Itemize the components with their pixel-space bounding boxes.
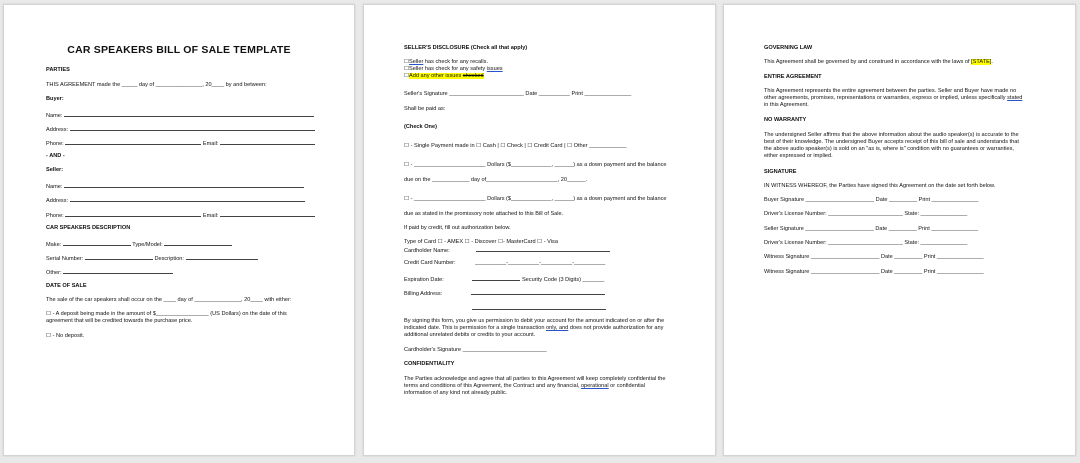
serial-row	[46, 254, 316, 263]
check-2-text: Seller has check for any safety	[409, 66, 487, 72]
buyer-name-label: Name:	[46, 113, 63, 119]
document-title: CAR SPEAKERS BILL OF SALE TEMPLATE	[67, 44, 291, 56]
card-type-row: Type of Card ☐ - AMEX ☐ - Discover ☐- MasterCard ☐ - Visa	[404, 239, 558, 245]
parties-heading: PARTIES	[46, 67, 70, 73]
confidentiality-text-1: The Parties acknowledge and agree that all parties to this Agreement will keep completely confidential the	[404, 376, 666, 382]
type-model-label: Type/Model:	[132, 242, 163, 248]
due-on-line: due on the ____________ day of_______________________, 20______.	[404, 177, 588, 183]
seller-address-label: Address:	[46, 198, 69, 204]
check-3-text: Add any other issues	[409, 73, 463, 79]
serial-line	[85, 254, 153, 260]
buyer-name-line	[64, 111, 314, 117]
no-warranty-heading: NO WARRANTY	[764, 117, 807, 123]
governing-text: This Agreement shall be governed by and construed in accordance with the laws of	[764, 59, 972, 65]
sale-line: The sale of the car speakers shall occur on the ____ day of _______________, 20____ with either:	[46, 297, 292, 303]
disclosure-heading: SELLER'S DISCLOSURE (Check all that apply)	[404, 45, 528, 51]
description-line	[186, 254, 258, 260]
seller-name-line	[64, 182, 304, 188]
confidentiality-heading: CONFIDENTIALITY	[404, 361, 455, 367]
check-1-text: has check for any recalls.	[423, 59, 488, 65]
description-heading: CAR SPEAKERS DESCRIPTION	[46, 225, 131, 231]
seller-struck-word: Seller	[409, 59, 424, 65]
and-separator: - AND -	[46, 153, 65, 159]
other-line	[63, 268, 173, 274]
auth-text-2a: indicated date. This is permission for a single transaction	[404, 325, 546, 331]
seller-email-label: Email:	[202, 213, 219, 219]
buyer-signature-line: Buyer Signature ______________________ Date _________ Print _______________	[764, 197, 979, 203]
warranty-text-2: best of their knowledge. The undersigned Buyer accepts receipt of this bill of sale and understands that	[764, 139, 1019, 145]
seller-signature-line: Seller Signature ______________________ Date _________ Print _______________	[764, 226, 978, 232]
serial-label: Serial Number:	[46, 256, 84, 262]
no-deposit-option: ☐ - No deposit.	[46, 333, 85, 339]
page-1	[3, 4, 355, 456]
credit-card-number-blank: __________-__________-__________-__________	[475, 260, 606, 266]
operational-word: operational	[580, 383, 609, 389]
billing-address-row-2	[404, 304, 673, 313]
checkbox-icon: ☐	[404, 73, 410, 79]
buyer-name-row	[46, 111, 316, 120]
authorization-text-3: additional unrelated debits or credits to your account.	[404, 332, 536, 338]
stated-word: stated	[1007, 95, 1023, 101]
buyer-phone-line	[65, 139, 201, 145]
buyer-heading: Buyer:	[46, 96, 64, 102]
entire-agreement-text-3: in this Agreement.	[764, 102, 809, 108]
buyer-address-label: Address:	[46, 127, 69, 133]
warranty-text-3: the above audio speaker(s) is sold on an "as is, where is" condition with no guarantees or warranties,	[764, 146, 1014, 152]
down-payment-option-1: ☐ - _______________________ Dollars ($_____________, ______) as a down payment and the balance	[404, 162, 667, 168]
entire-agreement-text-1: This Agreement represents the entire agreement between the parties. Seller and Buyer have made no	[764, 88, 1017, 94]
state-placeholder: [STATE]	[971, 59, 992, 65]
authorization-text-1: By signing this form, you give us permission to debit your account for the amount indicated on or after the	[404, 318, 665, 324]
warranty-text-4: either expressed or implied.	[764, 153, 833, 159]
governing-law-text	[764, 59, 1033, 66]
type-model-line	[164, 240, 232, 246]
checkbox-icon: ☐	[404, 66, 410, 72]
witness-signature-2: Witness Signature ______________________ Date _________ Print _______________	[764, 269, 984, 275]
single-payment-option: ☐ - Single Payment made in ☐ Cash | ☐ Check | ☐ Credit Card | ☐ Other ____________	[404, 143, 627, 149]
expiration-label: Expiration Date:	[404, 277, 444, 283]
witness-signature-1: Witness Signature ______________________ Date _________ Print _______________	[764, 254, 984, 260]
deposit-line-1: ☐ - A deposit being made in the amount of $_________________ (US Dollars) on the date of this	[46, 311, 287, 317]
buyer-address-line	[70, 125, 315, 131]
buyer-address-row	[46, 125, 316, 134]
buyer-phone-row	[46, 139, 316, 148]
credit-instructions: If paid by credit, fill out authorization below.	[404, 225, 511, 231]
issues-word: issues	[486, 66, 503, 72]
conf-text-2c: or confidential	[608, 383, 646, 389]
governing-period: .	[991, 59, 993, 65]
signature-heading: SIGNATURE	[764, 169, 797, 175]
confidentiality-text-3: information of any kind not already public.	[404, 390, 508, 396]
disclosure-check-3	[404, 73, 673, 80]
check-one: (Check One)	[404, 124, 437, 130]
expiration-row	[404, 275, 673, 284]
governing-law-heading: GOVERNING LAW	[764, 45, 813, 51]
billing-address-line-1	[471, 289, 605, 295]
conf-text-2a: terms and conditions of this Agreement, the Contract and any financial,	[404, 383, 581, 389]
cardholder-signature: Cardholder's Signature ___________________________	[404, 347, 547, 353]
checked-word: checked	[462, 73, 484, 79]
deposit-line-2: agreement that will be credited towards the purchase price.	[46, 318, 193, 324]
billing-address-row	[404, 289, 673, 298]
cardholder-name-row	[404, 246, 673, 255]
other-row	[46, 268, 316, 277]
make-row	[46, 240, 316, 249]
witness-whereof: IN WITNESS WHEREOF, the Parties have signed this Agreement on the date set forth below.	[764, 183, 996, 189]
billing-address-label: Billing Address:	[404, 291, 443, 297]
warranty-text-1: The undersigned Seller affirms that the above information about the audio speaker(s) is accurate to the	[764, 132, 1019, 138]
cardholder-name-label: Cardholder Name:	[404, 248, 450, 254]
buyer-license-line: Driver's License Number: ________________________ State: _______________	[764, 211, 968, 217]
seller-phone-row	[46, 211, 316, 220]
seller-name-label: Name:	[46, 184, 63, 190]
seller-address-row	[46, 196, 316, 205]
date-of-sale-heading: DATE OF SALE	[46, 283, 87, 289]
seller-license-line: Driver's License Number: ________________________ State: _______________	[764, 240, 968, 246]
page-3	[723, 4, 1076, 456]
buyer-email-line	[220, 139, 315, 145]
make-line	[63, 240, 131, 246]
other-label: Other:	[46, 270, 62, 276]
seller-signature-line: Seller's Signature ________________________ Date __________ Print _______________	[404, 91, 632, 97]
credit-card-number-label: Credit Card Number:	[404, 260, 456, 266]
cardholder-name-line	[476, 246, 610, 252]
seller-name-row	[46, 182, 316, 191]
promissory-line: due as stated in the promissory note attached to this Bill of Sale.	[404, 211, 564, 217]
expiration-line	[472, 275, 520, 281]
security-code: Security Code (3 Digits) _______	[521, 277, 605, 283]
seller-phone-label: Phone:	[46, 213, 64, 219]
buyer-phone-label: Phone:	[46, 141, 64, 147]
entire-text-2a: other agreements, promises, representations or warranties, express or implied, unless specifically	[764, 95, 1008, 101]
buyer-email-label: Email:	[202, 141, 219, 147]
paid-as: Shall be paid as:	[404, 106, 446, 112]
page-2	[363, 4, 716, 456]
seller-phone-line	[65, 211, 201, 217]
down-payment-option-2: ☐ - _______________________ Dollars ($_____________, ______) as a down payment and the balance	[404, 196, 667, 202]
agreement-line: THIS AGREEMENT made the _____ day of _______________, 20____ by and between:	[46, 82, 267, 88]
credit-card-number-row	[404, 260, 673, 267]
description-label: Description:	[154, 256, 184, 262]
entire-agreement-heading: ENTIRE AGREEMENT	[764, 74, 822, 80]
only-and-words: only, and	[546, 325, 569, 331]
seller-heading: Seller:	[46, 167, 64, 173]
checkbox-icon: ☐	[404, 59, 410, 65]
seller-address-line	[70, 196, 305, 202]
make-label: Make:	[46, 242, 62, 248]
seller-email-line	[220, 211, 315, 217]
auth-text-2c: does not provide authorization for any	[568, 325, 664, 331]
billing-address-line-2	[472, 304, 606, 310]
